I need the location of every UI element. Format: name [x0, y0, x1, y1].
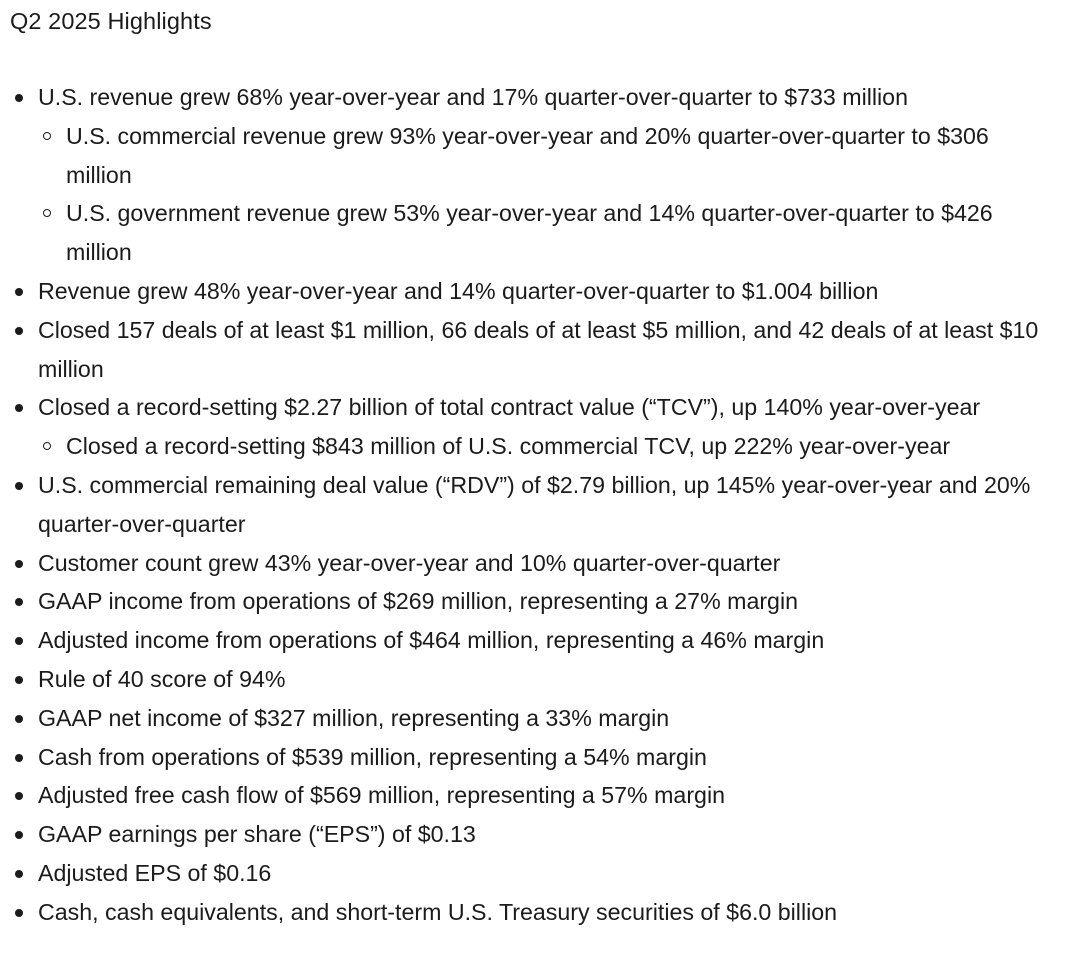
- list-subitem: [0, 194, 1056, 272]
- list-item-text: U.S. revenue grew 68% year-over-year and 17% quarter-over-quarter to $733 million: [38, 84, 908, 110]
- list-item: [0, 78, 1050, 117]
- list-item: [0, 272, 1050, 311]
- list-item-text: Rule of 40 score of 94%: [38, 665, 286, 692]
- list-item-text: Adjusted income from operations of $464 million, representing a 46% margin: [38, 627, 825, 654]
- bullet-disc-icon: [15, 870, 23, 878]
- bullet-disc-icon: [15, 909, 23, 917]
- bullet-disc-icon: [15, 715, 23, 723]
- list-item-text: Closed a record-setting $843 million of U.S. commercial TCV, up 222% year-over-year: [66, 433, 951, 460]
- list-item: [0, 582, 1050, 621]
- list-item: [0, 311, 1050, 389]
- bullet-disc-icon: [15, 404, 23, 412]
- bullet-disc-icon: [15, 288, 23, 296]
- bullet-disc-icon: [15, 598, 23, 606]
- list-item: [0, 621, 1050, 660]
- list-item: [0, 854, 1050, 893]
- list-subitem: [0, 117, 1056, 195]
- list-item: [0, 699, 1050, 738]
- list-item: [0, 815, 1050, 854]
- list-item-text: U.S. commercial revenue grew 93% year-over-year and 20% quarter-over-quarter to $306 million: [66, 122, 989, 188]
- highlights-list: [0, 78, 1080, 932]
- bullet-circle-icon: [43, 442, 51, 450]
- list-item: [0, 544, 1050, 583]
- list-item-text: GAAP earnings per share (“EPS”) of $0.13: [38, 821, 476, 848]
- list-item-text: U.S. government revenue grew 53% year-over-year and 14% quarter-over-quarter to $426 million: [66, 200, 993, 266]
- list-item-text: U.S. commercial remaining deal value (“RDV”) of $2.79 billion, up 145% year-over-year and 20% quarter-over-quarter: [38, 471, 1031, 537]
- list-item-text: Cash from operations of $539 million, representing a 54% margin: [38, 743, 707, 770]
- list-item-text: Closed 157 deals of at least $1 million, 66 deals of at least $5 million, and 42 deals of at least $10 million: [38, 316, 1039, 382]
- list-item: [0, 893, 1050, 932]
- list-item-text: Adjusted EPS of $0.16: [38, 859, 272, 886]
- bullet-disc-icon: [15, 94, 23, 102]
- list-item: [0, 660, 1050, 699]
- list-item-text: Cash, cash equivalents, and short-term U.S. Treasury securities of $6.0 billion: [38, 898, 838, 925]
- bullet-disc-icon: [15, 831, 23, 839]
- bullet-disc-icon: [15, 792, 23, 800]
- bullet-disc-icon: [15, 482, 23, 490]
- list-subitem: [0, 427, 1056, 466]
- bullet-disc-icon: [15, 327, 23, 335]
- bullet-disc-icon: [15, 754, 23, 762]
- list-item: [0, 466, 1050, 544]
- bullet-disc-icon: [15, 560, 23, 568]
- bullet-circle-icon: [43, 132, 51, 140]
- list-item-text: Customer count grew 43% year-over-year and 10% quarter-over-quarter: [38, 549, 781, 576]
- list-item-text: Adjusted free cash flow of $569 million, representing a 57% margin: [38, 782, 725, 809]
- list-item-text: GAAP income from operations of $269 million, representing a 27% margin: [38, 588, 799, 615]
- bullet-disc-icon: [15, 676, 23, 684]
- list-item-text: Revenue grew 48% year-over-year and 14% quarter-over-quarter to $1.004 billion: [38, 277, 879, 304]
- list-item: [0, 738, 1050, 777]
- list-item: [0, 388, 1050, 427]
- list-item-text: Closed a record-setting $2.27 billion of total contract value (“TCV”), up 140% year-over-year: [38, 394, 981, 421]
- list-item: [0, 776, 1050, 815]
- list-item-text: GAAP net income of $327 million, representing a 33% margin: [38, 704, 670, 731]
- bullet-circle-icon: [43, 209, 51, 217]
- bullet-disc-icon: [15, 637, 23, 645]
- section-heading: Q2 2025 Highlights: [10, 8, 212, 34]
